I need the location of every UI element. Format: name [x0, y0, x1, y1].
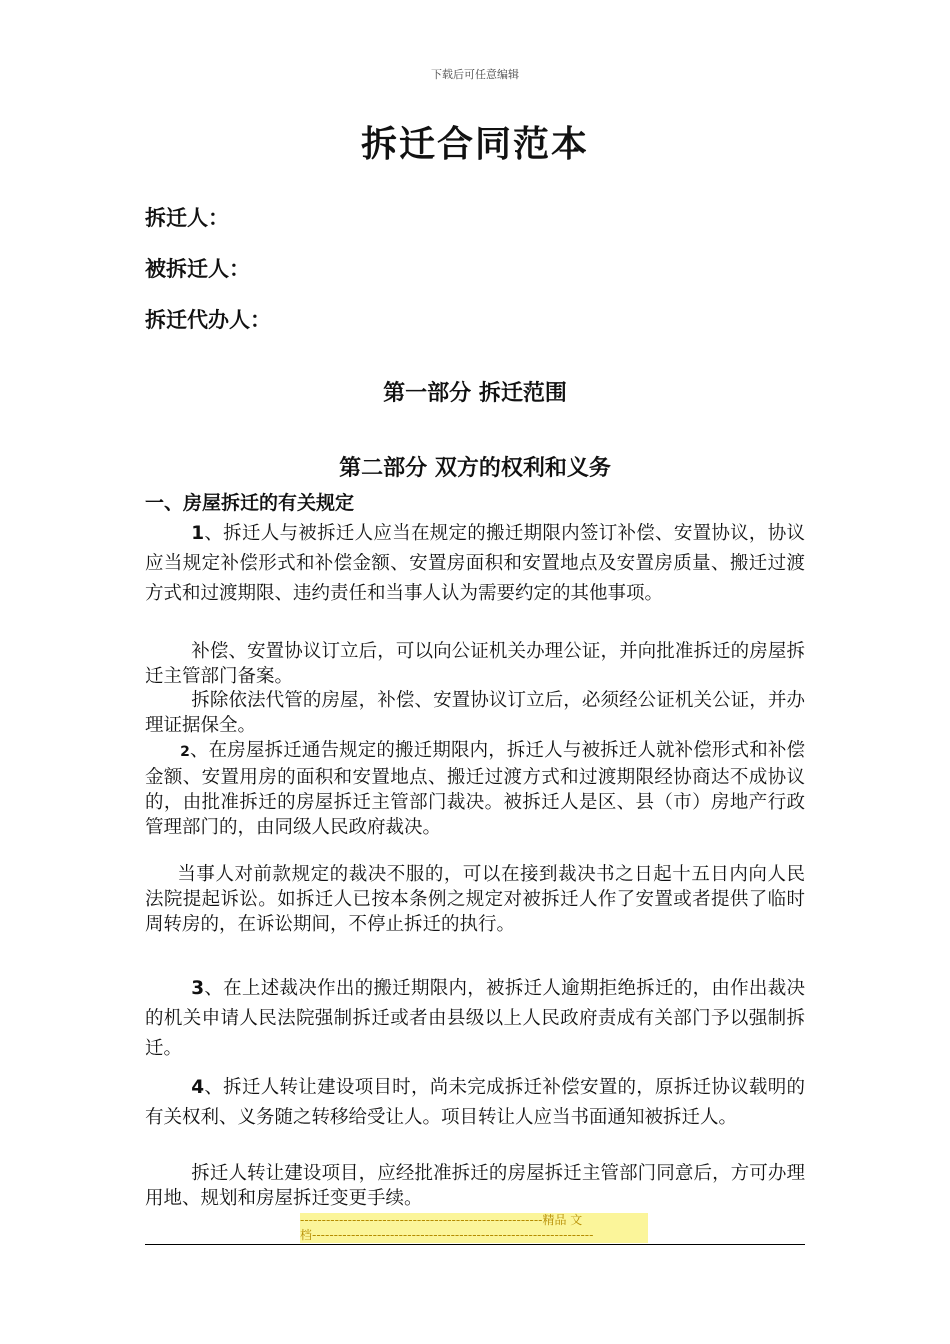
footer-line-1: --------------------------------------------------------精品 文 [300, 1213, 583, 1227]
document-title: 拆迁合同范本 [360, 123, 589, 165]
party-demolisher: 拆迁人： [145, 206, 229, 230]
paragraph-text: 、在房屋拆迁通告规定的搬迁期限内，拆迁人与被拆迁人就补偿形式和补偿金额、安置用房的面积和安置地点、搬迁过渡方式和过渡期限经协商达不成协议的，由批准拆迁的房屋拆迁主管部门裁决。被拆迁人是区、县（市）房地产行政管理部门的，由同级人民政府裁决。 [145, 740, 805, 838]
footer-watermark [300, 1213, 648, 1243]
party-agent: 拆迁代办人： [145, 308, 271, 332]
part2-heading: 第二部分 双方的权利和义务 [339, 456, 611, 481]
item-number: 1 [191, 523, 205, 544]
paragraph-8: 拆迁人转让建设项目，应经批准拆迁的房屋拆迁主管部门同意后，方可办理用地、规划和房屋拆迁变更手续。 [145, 1163, 805, 1209]
paragraph-3: 拆除依法代管的房屋，补偿、安置协议订立后，必须经公证机关公证，并办理证据保全。 [145, 690, 805, 736]
paragraph-text: 、拆迁人转让建设项目时，尚未完成拆迁补偿安置的，原拆迁协议载明的有关权利、义务随之转移给受让人。项目转让人应当书面通知被拆迁人。 [145, 1077, 805, 1128]
paragraph-4 [145, 738, 805, 840]
paragraph-1 [145, 519, 805, 609]
paragraph-5: 当事人对前款规定的裁决不服的，可以在接到裁决书之日起十五日内向人民法院提起诉讼。如拆迁人已按本条例之规定对被拆迁人作了安置或者提供了临时周转房的，在诉讼期间，不停止拆迁的执行。 [145, 864, 805, 935]
paragraph-text: 、在上述裁决作出的搬迁期限内，被拆迁人逾期拒绝拆迁的，由作出裁决的机关申请人民法院强制拆迁或者由县级以上人民政府责成有关部门予以强制拆迁。 [145, 978, 805, 1059]
footer-divider [145, 1244, 805, 1245]
paragraph-7 [145, 1073, 805, 1133]
page-header-note: 下载后可任意编辑 [431, 68, 519, 81]
part1-heading: 第一部分 拆迁范围 [383, 381, 567, 406]
item-number: 4 [191, 1077, 205, 1098]
footer-line-2: 档----------------------------------------------------------------- [300, 1228, 594, 1242]
paragraph-6 [145, 974, 805, 1064]
party-demolished: 被拆迁人： [145, 257, 250, 281]
item-number: 3 [191, 978, 205, 999]
item-number: 2 [180, 744, 190, 760]
section1-heading: 一、房屋拆迁的有关规定 [145, 492, 355, 514]
paragraph-2: 补偿、安置协议订立后，可以向公证机关办理公证，并向批准拆迁的房屋拆迁主管部门备案。 [145, 641, 805, 687]
paragraph-text: 、拆迁人与被拆迁人应当在规定的搬迁期限内签订补偿、安置协议，协议应当规定补偿形式和补偿金额、安置房面积和安置地点及安置房质量、搬迁过渡方式和过渡期限、违约责任和当事人认为需要约定的其他事项。 [145, 523, 805, 604]
